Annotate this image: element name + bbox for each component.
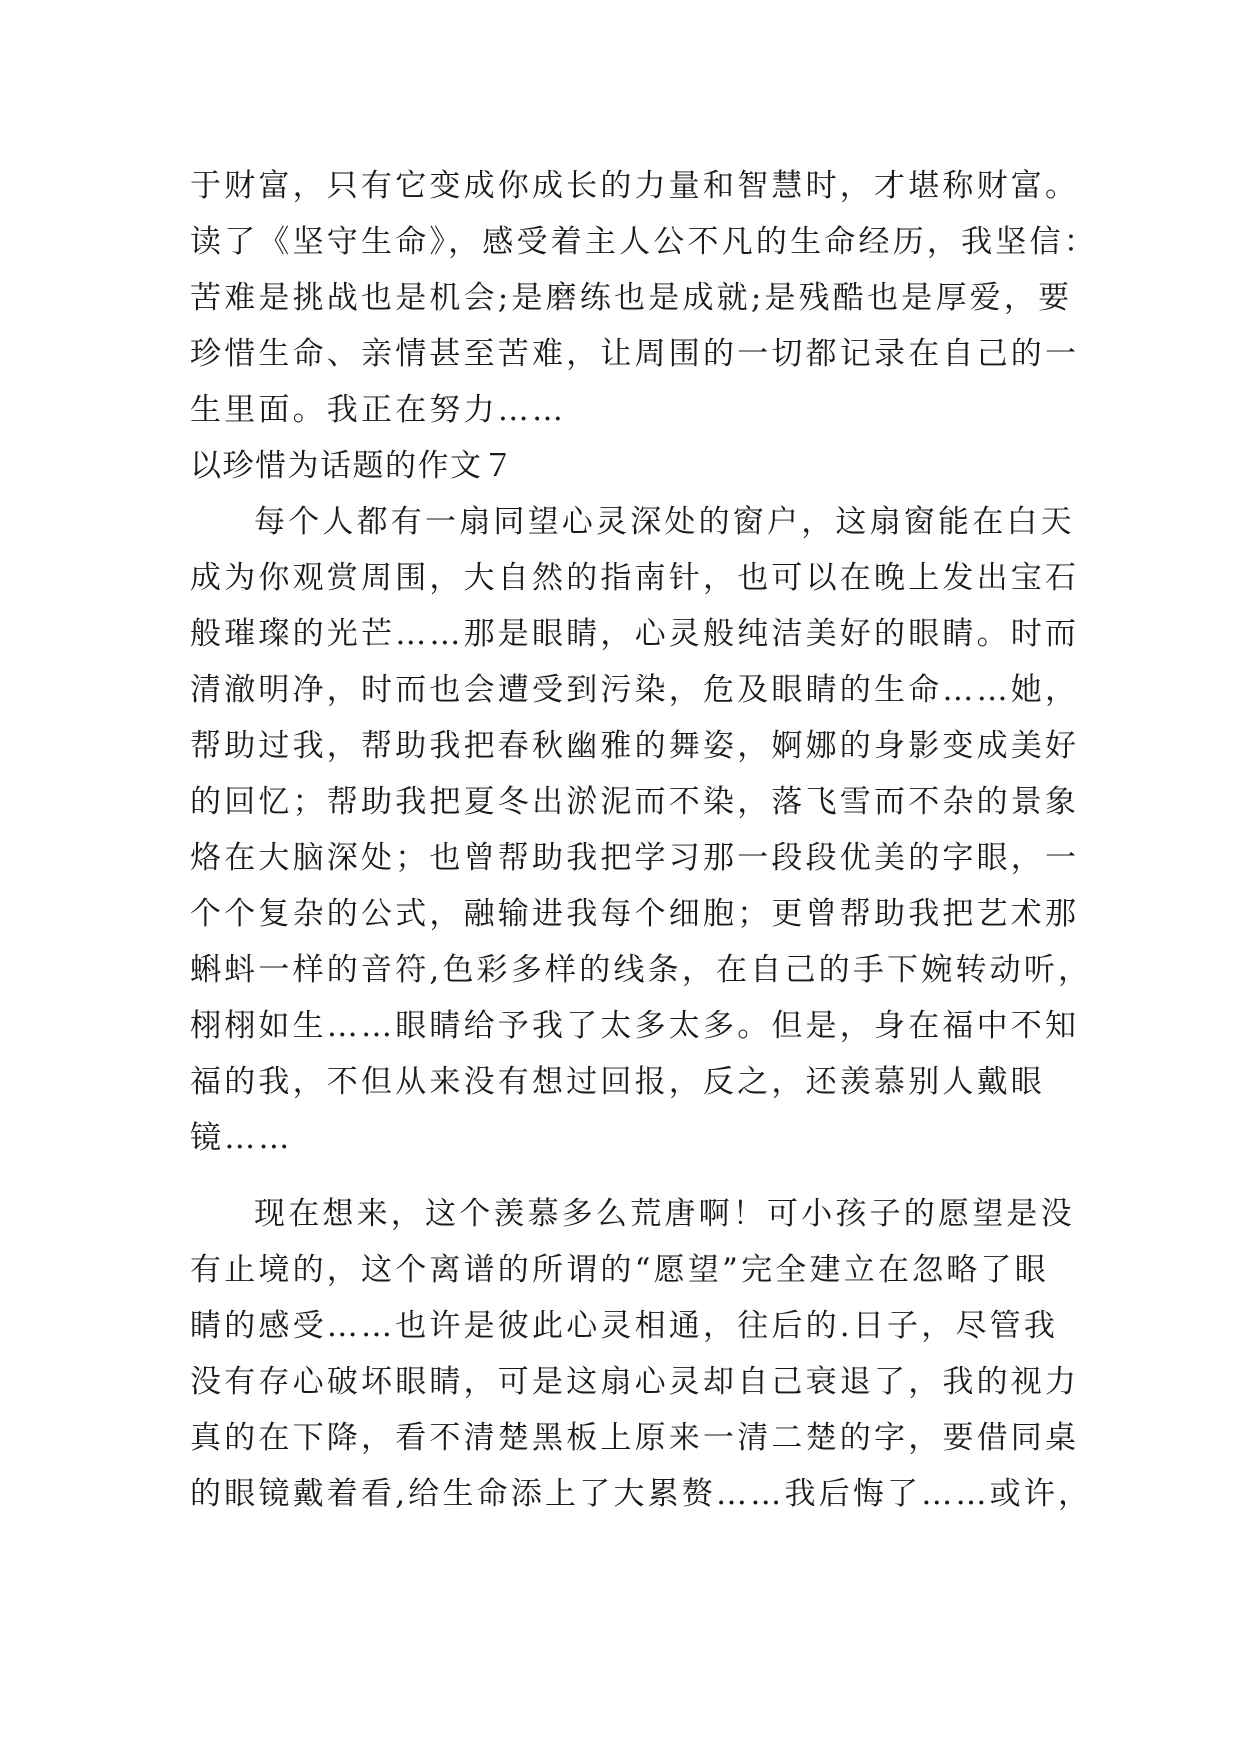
- text-line: 珍惜生命、亲情甚至苦难，让周围的一切都记录在自己的一: [190, 336, 1080, 372]
- text-line: 镜……: [190, 1120, 293, 1156]
- paragraph-spacer: [190, 1166, 1070, 1186]
- text-line: 每个人都有一扇同望心灵深处的窗户，这扇窗能在白天: [254, 504, 1075, 540]
- text-line: 于财富，只有它变成你成长的力量和智慧时，才堪称财富。: [190, 168, 1080, 204]
- text-line: 的眼镜戴着看,给生命添上了大累赘……我后悔了……或许，: [190, 1476, 1093, 1512]
- text-line: 现在想来，这个羡慕多么荒唐啊！可小孩子的愿望是没: [254, 1196, 1075, 1232]
- text-line: 的回忆；帮助我把夏冬出淤泥而不染，落飞雪而不杂的景象: [190, 784, 1080, 820]
- text-line: 蝌蚪一样的音符,色彩多样的线条，在自己的手下婉转动听，: [190, 952, 1093, 988]
- text-line: 苦难是挑战也是机会;是磨练也是成就;是残酷也是厚爱，要: [190, 280, 1073, 316]
- text-line: 生里面。我正在努力……: [190, 392, 567, 428]
- document-body: [190, 158, 1098, 1522]
- text-line: 清澈明净，时而也会遭受到污染，危及眼睛的生命……她，: [190, 672, 1080, 708]
- text-line: 成为你观赏周围，大自然的指南针，也可以在晚上发出宝石: [190, 560, 1080, 596]
- text-line: 读了《坚守生命》，感受着主人公不凡的生命经历，我坚信：: [190, 224, 1098, 260]
- text-line: 烙在大脑深处；也曾帮助我把学习那一段段优美的字眼，一: [190, 840, 1080, 876]
- text-line: 睛的感受……也许是彼此心灵相通，往后的.日子，尽管我: [190, 1308, 1059, 1344]
- text-line: 有止境的，这个离谱的所谓的“愿望”完全建立在忽略了眼: [190, 1252, 1049, 1288]
- text-line: 没有存心破坏眼睛，可是这扇心灵却自己衰退了，我的视力: [190, 1364, 1080, 1400]
- paragraph: [190, 494, 1093, 1166]
- text-line: 般璀璨的光芒……那是眼睛，心灵般纯洁美好的眼睛。时而: [190, 616, 1080, 652]
- paragraph: [190, 1186, 1093, 1522]
- text-line: 福的我，不但从来没有想过回报，反之，还羡慕别人戴眼: [190, 1064, 1045, 1100]
- continued-paragraph: [190, 158, 1098, 438]
- text-line: 个个复杂的公式，融输进我每个细胞；更曾帮助我把艺术那: [190, 896, 1080, 932]
- text-line: 真的在下降，看不清楚黑板上原来一清二楚的字，要借同桌: [190, 1420, 1080, 1456]
- section-heading: 以珍惜为话题的作文７: [190, 448, 515, 484]
- text-line: 帮助过我，帮助我把春秋幽雅的舞姿，婀娜的身影变成美好: [190, 728, 1080, 764]
- text-line: 栩栩如生……眼睛给予我了太多太多。但是，身在福中不知: [190, 1008, 1080, 1044]
